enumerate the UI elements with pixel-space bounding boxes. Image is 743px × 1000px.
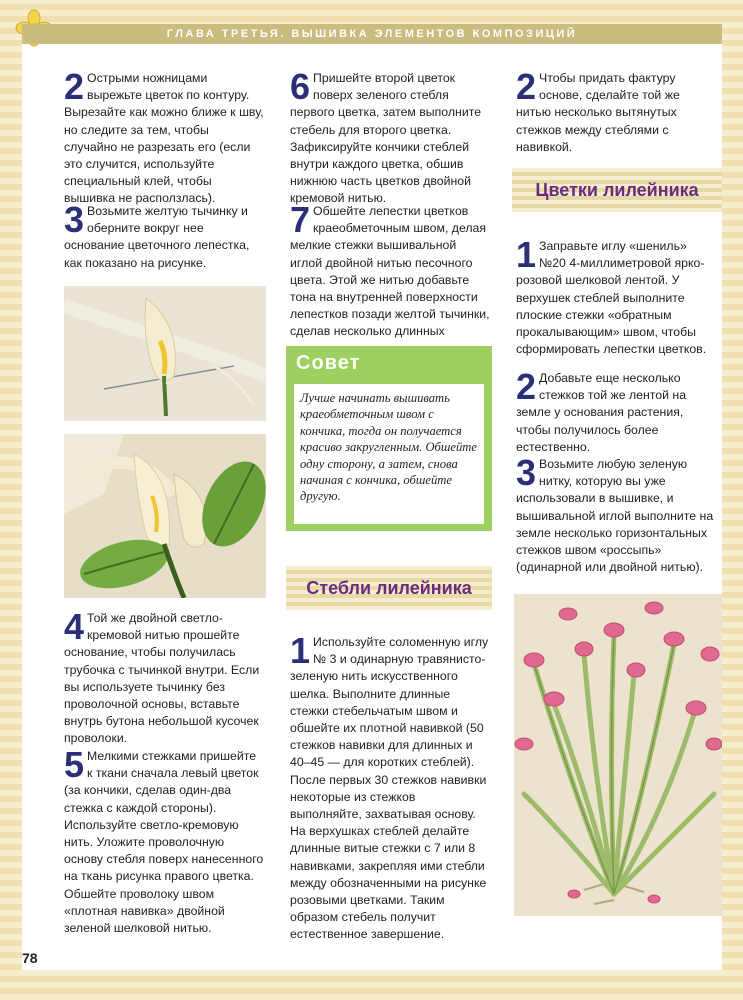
step-number: 3 (64, 199, 85, 240)
flowers-step-2 (516, 366, 716, 456)
chapter-title: ГЛАВА ТРЕТЬЯ. ВЫШИВКА ЭЛЕМЕНТОВ КОМПОЗИЦИЙ (166, 28, 578, 40)
step-number: 3 (516, 452, 537, 493)
step-number: 2 (64, 66, 85, 107)
section-heading-stems (286, 566, 492, 610)
right-step-2 (516, 66, 716, 156)
middle-step-6 (290, 66, 490, 208)
middle-step-7 (290, 199, 490, 358)
photo-calla-with-needle (64, 286, 266, 421)
chapter-header (22, 24, 722, 44)
tip-text: Лучше начинать вышивать краеобметочным швом с кончика, тогда он получается красиво закругленным. Обшейте одну сторону, а затем, снова начиная с кончика, обшейте другую. (300, 391, 477, 504)
step-text: Той же двойной светло-кремовой нитью прошейте основание, чтобы получилась трубочка с тычинкой внутри. Если вы используете тычинку без проволочной основы, вставьте внутрь бутона небольшой кусочек проволоки. (64, 611, 260, 746)
left-step-3 (64, 199, 264, 272)
page-number: 78 (22, 950, 38, 966)
step-number: 2 (516, 66, 537, 107)
tip-title: Совет (296, 352, 361, 374)
step-text: Чтобы придать фактуру основе, сделайте той же нитью несколько вытянутых стежков между стеблями с навивкой. (516, 71, 680, 154)
step-text: Мелкими стежками пришейте к ткани сначала левый цветок (за кончики, сделав один-два стежка с каждой стороны). Используйте светло-кремовую нить. Уложите проволочную основу стебля поверх нанесенного на ткань рисунка правого цветка. Обшейте проволоку швом «плотная навивка» двойной зеленой шелковой нитью. (64, 749, 264, 936)
step-text: Используйте соломенную иглу № 3 и одинарную травянисто-зеленую нить искусственного шелка. Выполните длинные стежки стебельчатым швом и обшейте их плотной навивкой (50 стежков навивки для длинных и 40–45 — для коротких стеблей). После первых 30 стежков навивки некоторые из стежков выполняйте, захватывая основу. На верхушках стеблей делайте длинные витые стежки с 7 или 8 навивками, закрепляя ими стебли между обозначенными на рисунке розовыми цветками. Таким образом стебель получит естественное завершение. (290, 635, 489, 942)
step-text: Обшейте лепестки цветков краеобметочным швом, делая мелкие стежки вышивальной иглой двойной нитью песочного цвета. Этой же нитью добавьте тона на внутренней поверхности лепестков позади желтой тычинки, сделав несколько длинных (290, 204, 490, 339)
photo-pink-daylilies (514, 594, 722, 916)
photo-callas-with-leaves (64, 434, 266, 598)
step-number: 5 (64, 744, 85, 785)
step-number: 1 (290, 630, 311, 671)
flowers-step-3 (516, 452, 716, 576)
step-text: Возьмите любую зеленую нитку, которую вы уже использовали в вышивке, и вышивальной иглой выполните на земле несколько горизонтальных стежков швом «россыпь» (одинарной или двойной нитью). (516, 457, 714, 575)
tip-body (294, 384, 484, 524)
section-heading-text: Цветки лилейника (535, 180, 699, 200)
left-step-4 (64, 606, 264, 748)
section-heading-text: Стебли лилейника (306, 578, 472, 598)
step-number: 6 (290, 66, 311, 107)
step-text: Заправьте иглу «шениль» №20 4-миллиметровой ярко-розовой шелковой лентой. У верхушек стеблей выполните плоские стежки «обратным прокалывающим» швом, чтобы сформировать лепестки цветков. (516, 239, 707, 357)
step-number: 1 (516, 234, 537, 275)
left-step-2 (64, 66, 264, 208)
section-heading-flowers (512, 168, 722, 212)
left-step-5 (64, 744, 264, 937)
flowers-step-1 (516, 234, 716, 358)
step-text: Добавьте еще несколько стежков той же лентой на земле у основания растения, чтобы получилось более естественно. (516, 371, 687, 454)
step-number: 2 (516, 366, 537, 407)
step-text: Возьмите желтую тычинку и оберните вокруг нее основание цветочного лепестка, как показано на рисунке. (64, 204, 250, 270)
stems-step-1 (290, 630, 490, 944)
step-text: Пришейте второй цветок поверх зеленого стебля первого цветка, затем выполните стебель для второго цветка. Зафиксируйте кончики стеблей внутри каждого цветка, обшив нижнюю часть цветков двойной кремовой нитью. (290, 71, 482, 206)
step-number: 4 (64, 606, 85, 647)
tip-box (286, 346, 492, 531)
step-text: Острыми ножницами вырежьте цветок по контуру. Вырезайте как можно ближе к шву, но следите за тем, чтобы случайно не разрезать его (если это случится, используйте специальный клей, чтобы вышивка не расползлась). (64, 71, 264, 206)
step-number: 7 (290, 199, 311, 240)
